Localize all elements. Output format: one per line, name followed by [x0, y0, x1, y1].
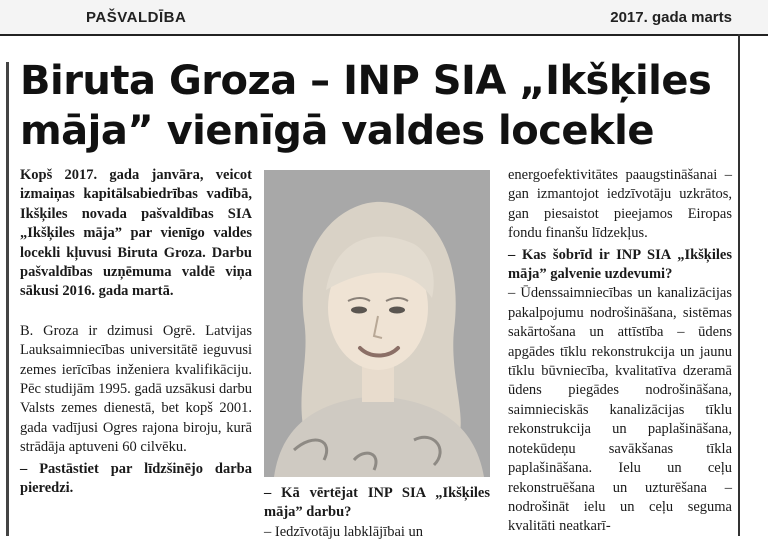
body-paragraph-col3: energoefektivitātes paaugstināšanai – gan izmantojot iedzīvotāju uzkrātos, gan piesaistot pieejamos Eiropas fondu finanšu līdzekļus. — [508, 167, 732, 242]
right-edge-rule — [738, 34, 740, 536]
portrait-photo — [264, 170, 490, 477]
interview-question-1: – Pastāstiet par līdzšinējo darba pieredzi. — [20, 460, 252, 497]
section-label: PAŠVALDĪBA — [86, 9, 187, 26]
body-paragraph-1: B. Groza ir dzimusi Ogrē. Latvijas Lauksaimniecības universitātē ieguvusi zemes ierīcības inženiera kvalifikāciju. Pēc studijām 1995. gadā uzsākusi darbu Valsts zemes dienestā, bet kopš 2001. gada vadījusi Ogres rajona biroju, kurā strādāja aptuveni 60 cilvēku. — [20, 322, 252, 456]
column-3 — [508, 166, 732, 537]
left-edge-rule — [6, 62, 9, 536]
page-header — [0, 0, 768, 36]
article-headline: Biruta Groza – INP SIA „Ikšķiles māja” vienīgā valdes locekle — [20, 58, 712, 154]
answer-3: – Ūdenssaimniecības un kanalizācijas pakalpojumu nodrošināšana, sistēmas sakārtošana un attīstība – ūdens apgādes tīklu rekonstrukcija un jaunu tīklu būvniecība, kvalitatīva dzeramā ūdens piegādes nodrošināšana, saimnieciskās kanalizācijas tīklu rekonstrukcija un paplašināšana, notekūdeņu savākšanas tīkla paplašināšana. Ielu un ceļu rekonstruēšana un uzturēšana – nodrošināt ielu un ceļu seguma kvalitāti neatkarī- — [508, 285, 732, 535]
answer-2-start: – Iedzīvotāju labklājībai un — [264, 523, 424, 540]
column-1 — [20, 166, 252, 499]
column-2 — [264, 482, 490, 542]
issue-date: 2017. gada marts — [610, 9, 732, 26]
interview-question-2: – Kā vērtējat INP SIA „Ikšķiles māja” darbu? — [264, 485, 490, 521]
article-lead: Kopš 2017. gada janvāra, veicot izmaiņas kapitālsabiedrības vadībā, Ikšķiles novada pašvaldības SIA „Ikšķiles māja” par vienīgo valdes locekli kļuvusi Biruta Groza. Darbu pašvaldības uzņēmuma valdē viņa sākusi 2016. gada martā. — [20, 167, 252, 300]
interview-question-3: – Kas šobrīd ir INP SIA „Ikšķiles māja” galvenie uzdevumi? — [508, 246, 732, 283]
